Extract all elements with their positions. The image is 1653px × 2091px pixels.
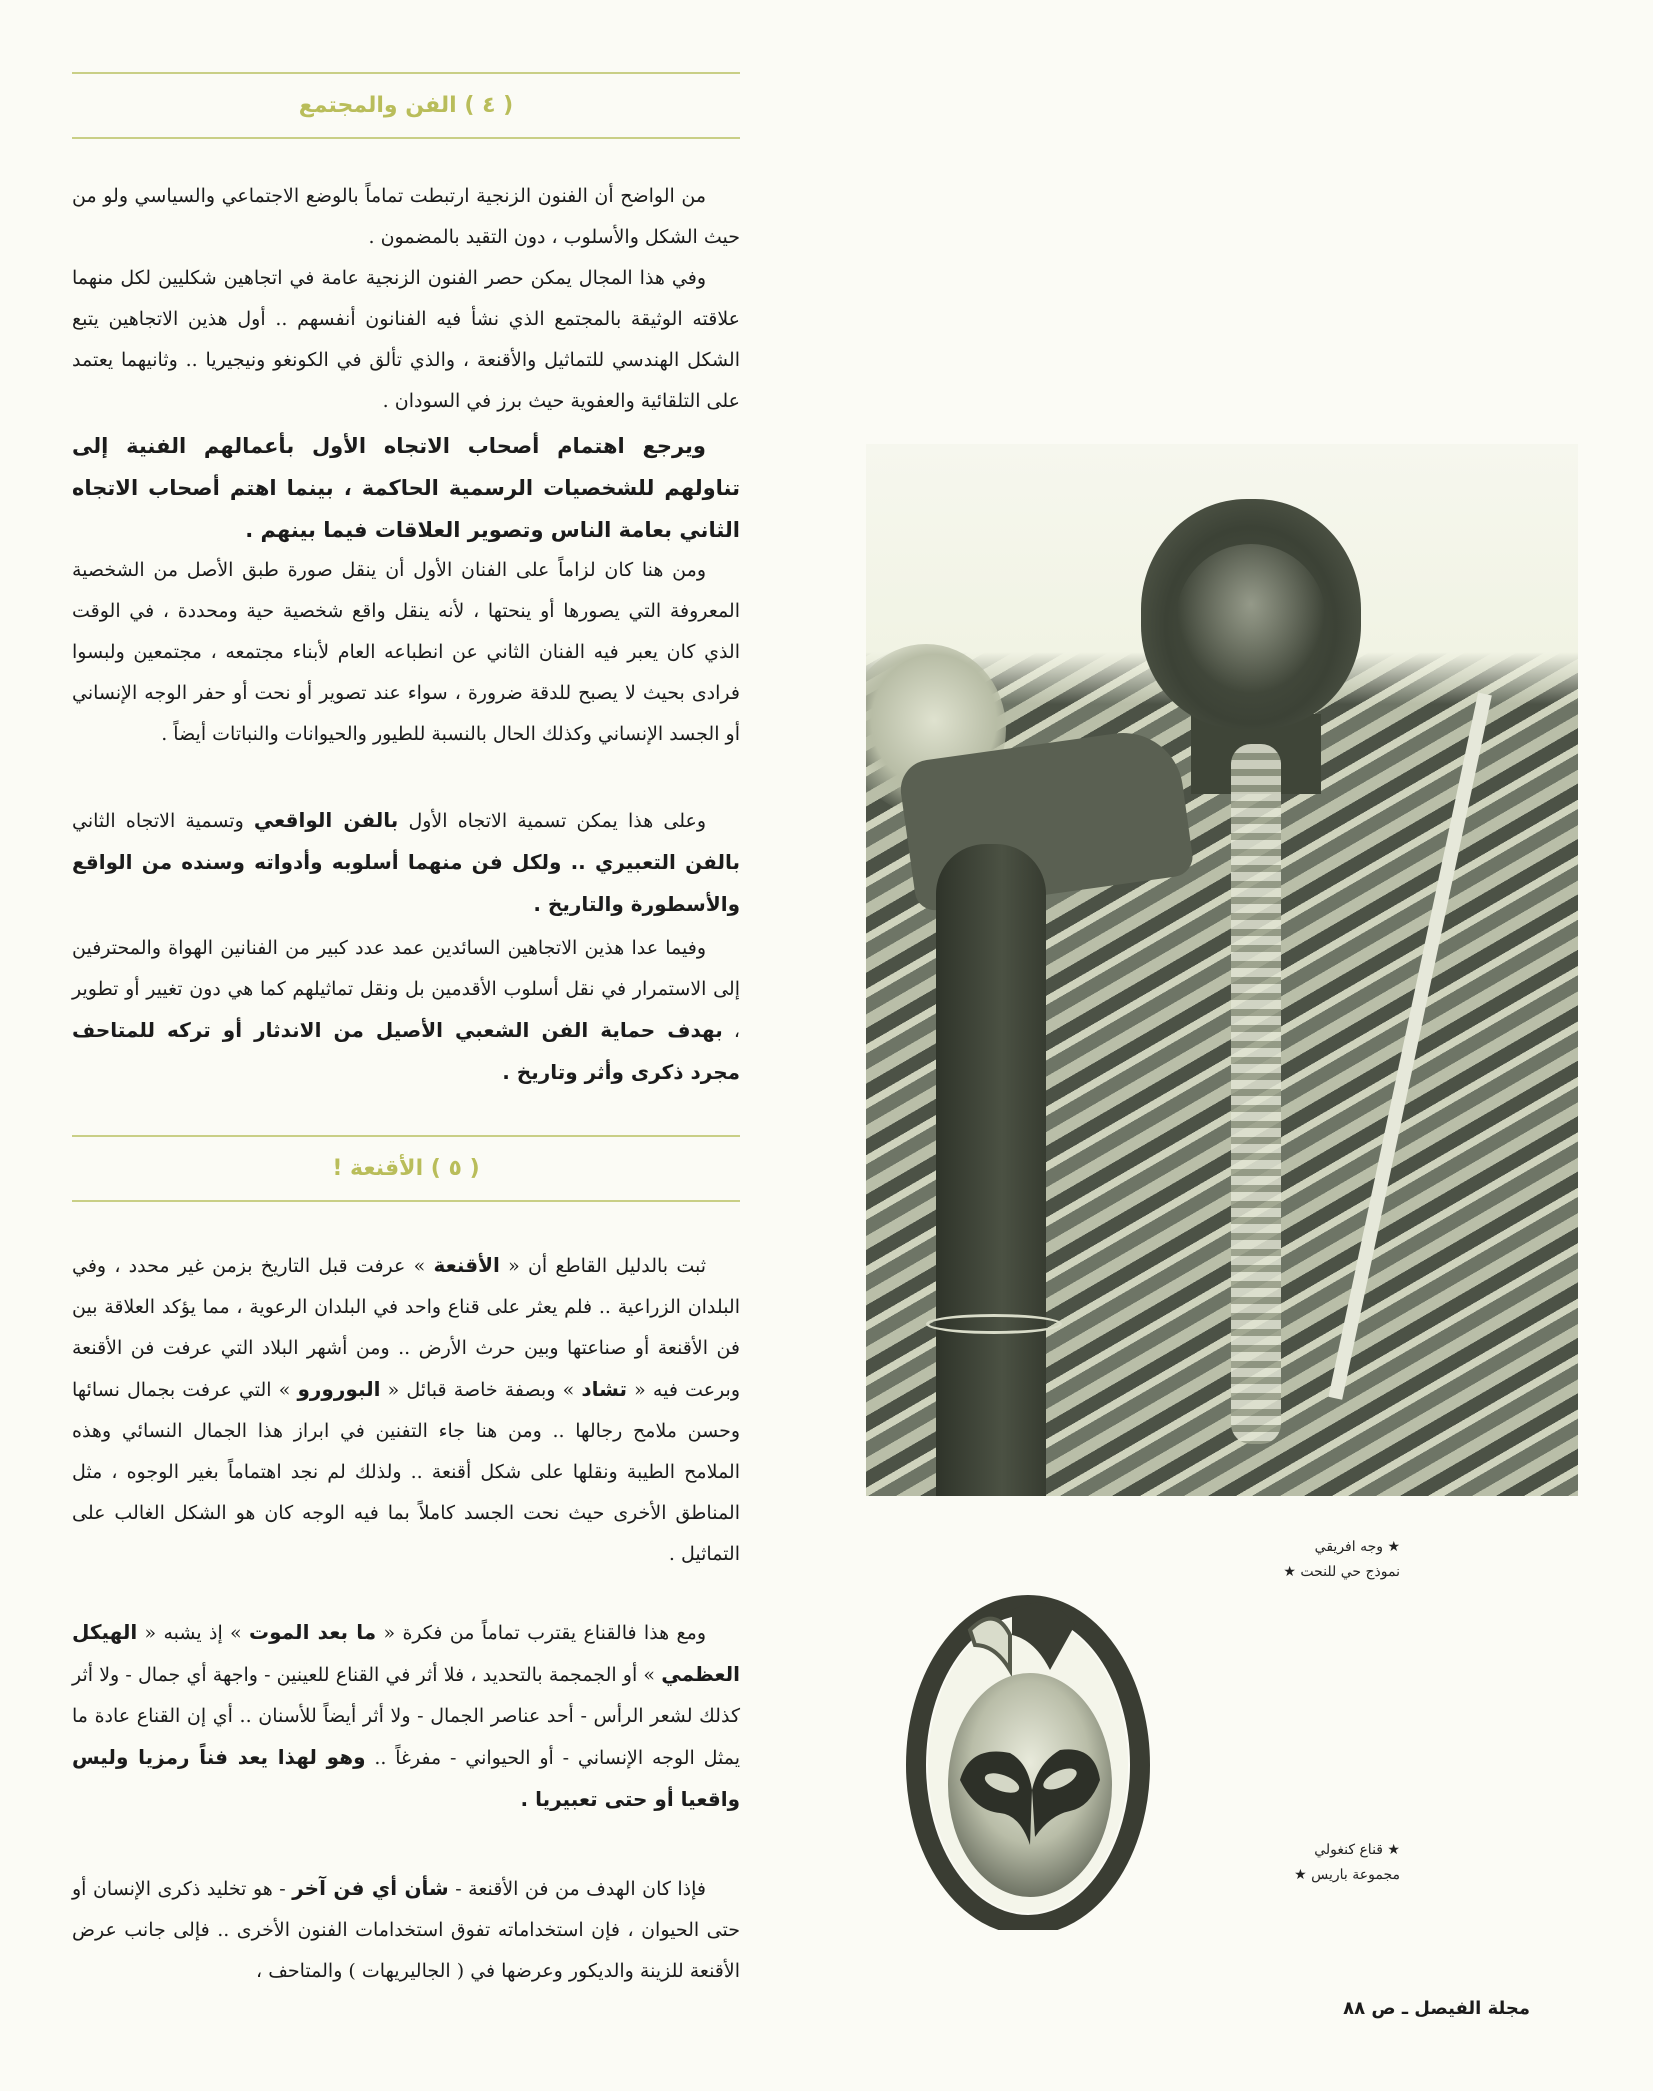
text-run-bold: بهدف حماية الفن الشعبي الأصيل من الاندثار أو تركه للمتاحف مجرد ذكرى وأثر وتاريخ . bbox=[72, 1018, 740, 1084]
portrait-photo bbox=[866, 444, 1578, 1496]
text-run-bold: الأقنعة bbox=[433, 1253, 500, 1277]
paragraph-mixed bbox=[72, 928, 740, 1094]
paragraph-bold bbox=[72, 425, 740, 551]
section-title: ( ٥ ) الأقنعة ! bbox=[332, 1156, 480, 1181]
paragraph-mixed bbox=[72, 1868, 740, 1992]
paragraph bbox=[72, 258, 740, 422]
text-run-bold: بالفن التعبيري .. ولكل فن منهما أسلوبه وأدواته وسنده من الواقع والأسطورة والتاريخ . bbox=[72, 850, 740, 916]
text-run: ومع هذا فالقناع يقترب تماماً من فكرة « bbox=[376, 1622, 706, 1644]
mask-caption bbox=[1270, 1838, 1400, 1888]
paragraph-mixed bbox=[72, 800, 740, 926]
text-run: ثبت بالدليل القاطع أن « bbox=[499, 1255, 707, 1277]
paragraph bbox=[72, 176, 740, 258]
text-run: وفيما عدا هذين الاتجاهين السائدين عمد عدد كبير من الفنانين الهواة والمحترفين إلى الاستمرار في نقل أسلوب الأقدمين بل ونقل تماثيلهم كما هي دون تغيير أو تطوير ، bbox=[72, 937, 740, 1042]
text-run-bold: الهيكل العظمي bbox=[72, 1620, 740, 1686]
text-run: » وبصفة خاصة قبائل « bbox=[380, 1379, 582, 1401]
caption-line: مجموعة باريس ★ bbox=[1294, 1867, 1400, 1883]
caption-line: ★ وجه افريقي bbox=[1314, 1539, 1400, 1555]
bangle bbox=[926, 1314, 1062, 1334]
text-run-bold: البورورو bbox=[297, 1377, 381, 1401]
section-header-masks bbox=[72, 1135, 740, 1202]
text-run: وتسمية الاتجاه الثاني bbox=[72, 810, 254, 832]
text-run-bold: شأن أي فن آخر bbox=[292, 1876, 449, 1900]
section-header-art-and-society bbox=[72, 72, 740, 139]
paragraph-mixed bbox=[72, 1245, 740, 1575]
text-run: » عرفت قبل التاريخ بزمن غير محدد ، وفي البلدان الزراعية .. فلم يعثر على قناع واحد في البلدان الرعوية ، مما يؤكد العلاقة بين فن الأقنعة أو صناعتها وبين حرث الأرض .. ومن أشهر البلاد التي عرفت فن الأقنعة وبرعت فيه « bbox=[72, 1255, 740, 1401]
text-run-bold: وهو لهذا يعد فناً رمزيا وليس واقعيا أو حتى تعبيريا . bbox=[72, 1745, 740, 1811]
text-run: فإذا كان الهدف من فن الأقنعة - bbox=[448, 1878, 707, 1900]
header-rule-bottom bbox=[72, 137, 740, 139]
portrait-caption bbox=[1240, 1535, 1400, 1585]
staff bbox=[1328, 693, 1491, 1400]
caption-line: نموذج حي للنحت ★ bbox=[1283, 1564, 1400, 1580]
necklace bbox=[1231, 744, 1281, 1444]
text-run: - هو تخليد ذكرى الإنسان أو حتى الحيوان ، فإن استخداماته تفوق استخدامات الفنون الأخرى .. فإلى جانب عرض الأقنعة للزينة والديكور وعرضها في ( الجاليريهات ) والمتاحف ، bbox=[72, 1878, 740, 1982]
paragraph-text: من الواضح أن الفنون الزنجية ارتبطت تماماً بالوضع الاجتماعي والسياسي ولو من حيث الشكل والأسلوب ، دون التقيد بالمضمون . bbox=[72, 185, 740, 248]
mask-photo bbox=[900, 1575, 1155, 1930]
text-run: وعلى هذا يمكن تسمية الاتجاه الأول bbox=[398, 810, 707, 832]
section-title: ( ٤ ) الفن والمجتمع bbox=[298, 93, 514, 118]
paragraph bbox=[72, 550, 740, 755]
text-run: » أو الجمجمة بالتحديد ، فلا أثر في القناع للعينين - واجهة أي جمال - ولا أثر كذلك لشعر الرأس - أحد عناصر الجمال - ولا أثر أيضاً للأسنان .. أي إن القناع عادة ما يمثل الوجه الإنساني - أو الحيواني - مفرغاً .. bbox=[72, 1664, 740, 1769]
page-footer: مجلة الفيصل ـ ص ٨٨ bbox=[1343, 1998, 1530, 2019]
paragraph-text: ومن هنا كان لزاماً على الفنان الأول أن ينقل صورة طبق الأصل من الشخصية المعروفة التي يصورها أو ينحتها ، لأنه ينقل واقع شخصية حية ومحددة ، في الوقت الذي كان يعبر فيه الفنان الثاني عن انطباعه العام لأبناء مجتمعه ، مجتمعين ولبسوا فرادى بحيث لا يصبح للدقة ضرورة ، سواء عند تصوير أو نحت أو حفر الوجه الإنساني أو الجسد الإنساني وكذلك الحال بالنسبة للطيور والحيوانات والنباتات أيضاً . bbox=[72, 559, 740, 745]
caption-line: ★ قناع كنغولي bbox=[1314, 1842, 1400, 1858]
paragraph-text: ويرجع اهتمام أصحاب الاتجاه الأول بأعمالهم الفنية إلى تناولهم للشخصيات الرسمية الحاكمة ، بينما اهتم أصحاب الاتجاه الثاني بعامة الناس وتصوير العلاقات فيما بينهم . bbox=[72, 434, 740, 542]
text-run-bold: بالفن الواقعي bbox=[253, 808, 399, 832]
face-highlight bbox=[1176, 544, 1326, 694]
header-rule-bottom bbox=[72, 1200, 740, 1202]
paragraph-text: وفي هذا المجال يمكن حصر الفنون الزنجية عامة في اتجاهين شكليين لكل منهما علاقته الوثيقة بالمجتمع الذي نشأ فيه الفنانون أنفسهم .. أول هذين الاتجاهين يتبع الشكل الهندسي للتماثيل والأقنعة ، والذي تألق في الكونغو ونيجيريا .. وثانيهما يعتمد على التلقائية والعفوية حيث برز في السودان . bbox=[72, 267, 740, 412]
text-run-bold: تشاد bbox=[581, 1377, 628, 1401]
paragraph-mixed bbox=[72, 1612, 740, 1821]
text-run: » التي عرفت بجمال نسائها وحسن ملامح رجالها .. ومن هنا جاء التفنين في ابراز هذا الجمال النسائي وهذه الملامح الطيبة ونقلها على شكل أقنعة .. ولذلك لم نجد اهتماماً بغير الوجوه ، مثل المناطق الأخرى حيث نحت الجسد كاملاً بما فيه الوجه كان هو الشكل الغالب على التماثيل . bbox=[72, 1379, 740, 1565]
figure-arm bbox=[936, 844, 1046, 1496]
text-run: » إذ يشبه « bbox=[137, 1622, 250, 1644]
text-run-bold: ما بعد الموت bbox=[249, 1620, 377, 1644]
